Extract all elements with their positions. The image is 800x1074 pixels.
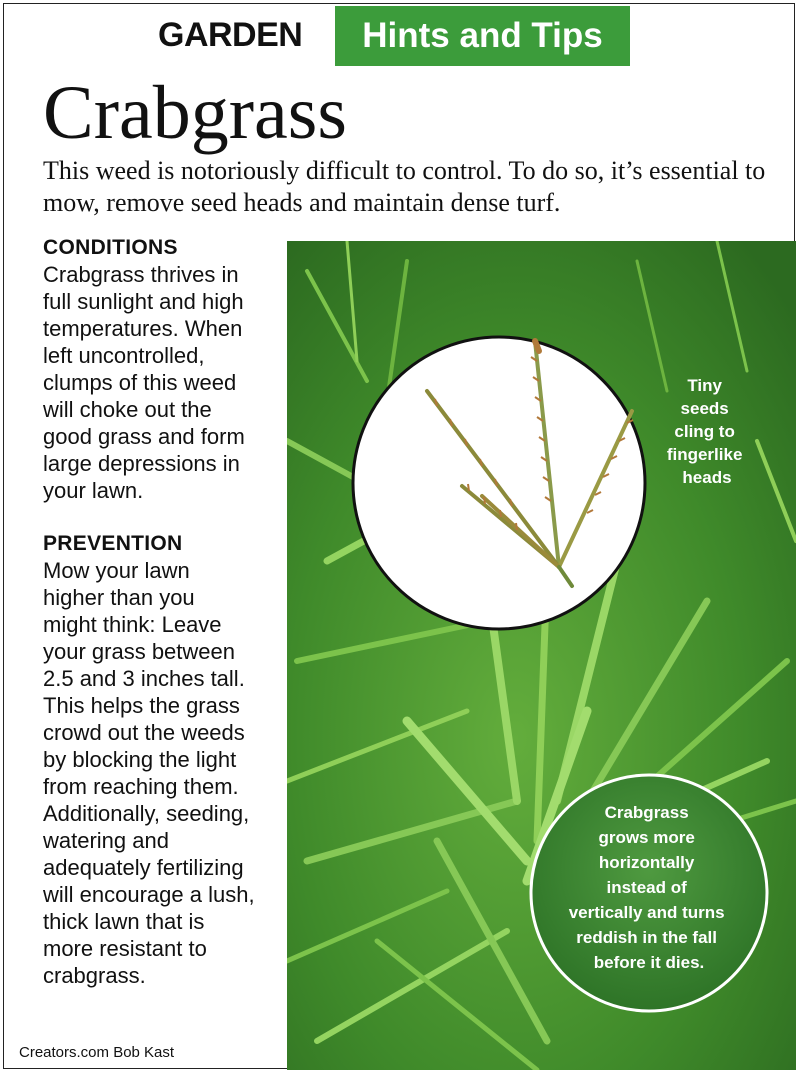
conditions-line: your lawn. xyxy=(43,478,144,503)
seeds-callout-line: Tiny xyxy=(687,376,722,395)
seeds-callout-line: seeds xyxy=(680,399,729,418)
growth-callout-line: before it dies. xyxy=(593,953,705,972)
prevention-line: your grass between xyxy=(43,639,235,664)
prevention-line: higher than you xyxy=(43,585,195,610)
conditions-line: large depressions in xyxy=(43,451,240,476)
growth-callout xyxy=(531,775,767,1011)
prevention-line: adequately fertilizing xyxy=(43,855,244,880)
conditions-line: clumps of this weed xyxy=(43,370,237,395)
seed-head-inset xyxy=(353,337,645,629)
conditions-line: temperatures. When xyxy=(43,316,243,341)
prevention-heading: PREVENTION xyxy=(43,532,183,555)
growth-callout-line: horizontally xyxy=(598,853,695,872)
prevention-line: will encourage a lush, xyxy=(43,882,255,907)
section-label: GARDEN xyxy=(158,16,303,54)
prevention-line: Additionally, seeding, xyxy=(43,801,250,826)
conditions-heading: CONDITIONS xyxy=(43,236,178,259)
growth-callout-line: instead of xyxy=(606,878,687,897)
prevention-line: thick lawn that is xyxy=(43,909,205,934)
prevention-line: crabgrass. xyxy=(43,963,146,988)
prevention-line: watering and xyxy=(43,828,169,853)
conditions-line: full sunlight and high xyxy=(43,289,244,314)
growth-callout-line: vertically and turns xyxy=(568,903,725,922)
conditions-line: good grass and form xyxy=(43,424,245,449)
prevention-line: crowd out the weeds xyxy=(43,720,245,745)
prevention-line: Mow your lawn xyxy=(43,558,190,583)
crabgrass-photo xyxy=(287,241,796,1070)
photo-credit: Creators.com Bob Kast xyxy=(19,1044,175,1061)
growth-callout-line: Crabgrass xyxy=(604,803,689,822)
hints-tips-banner: Hints and Tips xyxy=(335,6,630,66)
prevention-line: This helps the grass xyxy=(43,693,240,718)
growth-callout-line: grows more xyxy=(598,828,695,847)
conditions-line: left uncontrolled, xyxy=(43,343,205,368)
conditions-line: Crabgrass thrives in xyxy=(43,262,239,287)
prevention-section xyxy=(43,530,271,989)
seeds-callout-line: fingerlike xyxy=(666,445,743,464)
growth-callout-line: reddish in the fall xyxy=(576,928,718,947)
prevention-line: more resistant to xyxy=(43,936,207,961)
intro-text: This weed is notoriously difficult to control. To do so, it’s essential to mow, remove seed heads and maintain dense turf. xyxy=(43,156,766,217)
seeds-callout-line: cling to xyxy=(674,422,735,441)
seeds-callout-line: heads xyxy=(682,468,732,487)
prevention-line: 2.5 and 3 inches tall. xyxy=(43,666,245,691)
inset-circle xyxy=(353,337,645,629)
conditions-section xyxy=(43,234,271,504)
prevention-line: by blocking the light xyxy=(43,747,237,772)
conditions-line: will choke out the xyxy=(43,397,212,422)
page-title: Crabgrass xyxy=(43,71,347,155)
prevention-line: from reaching them. xyxy=(43,774,239,799)
prevention-line: might think: Leave xyxy=(43,612,222,637)
